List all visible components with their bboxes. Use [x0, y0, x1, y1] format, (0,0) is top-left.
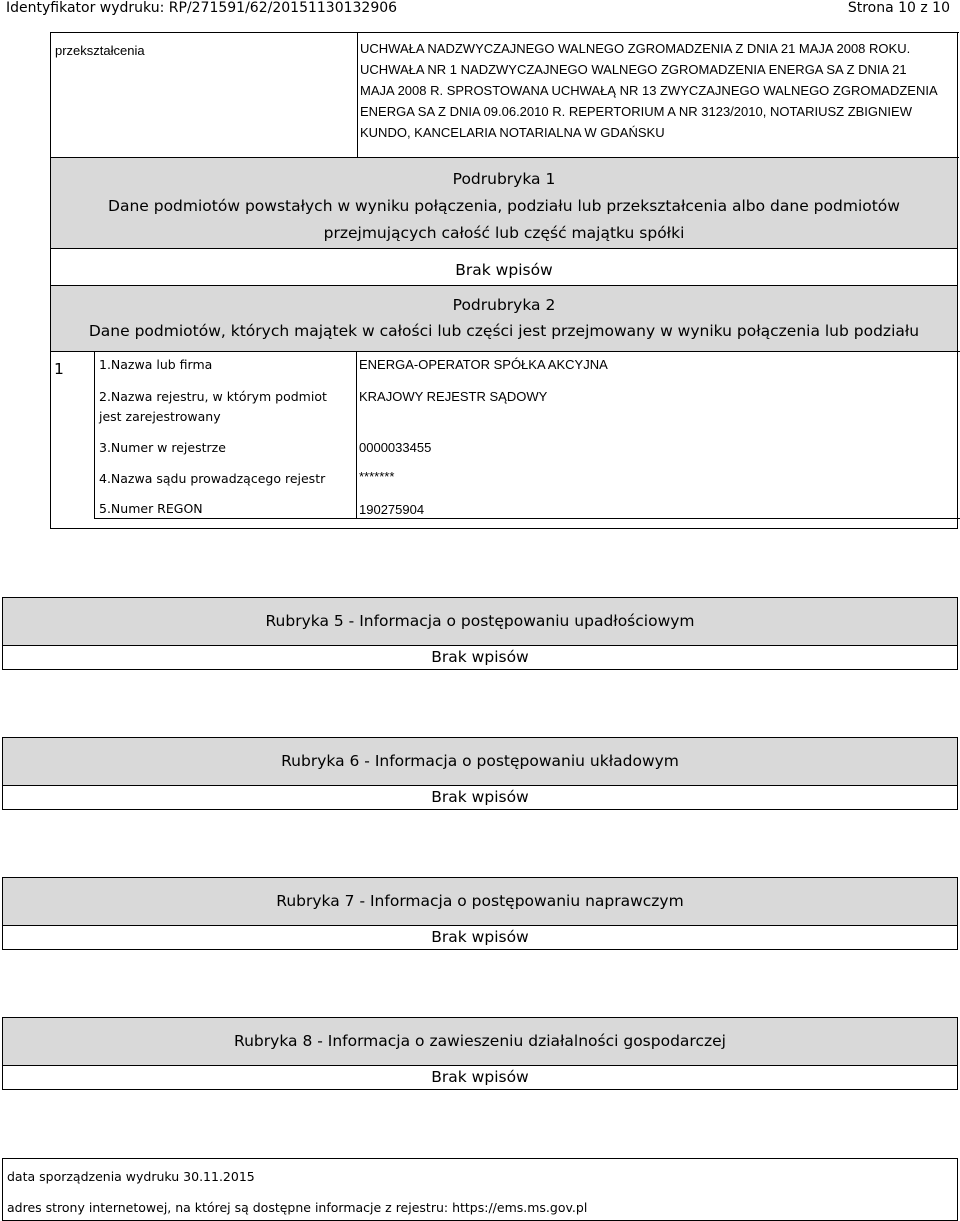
- field-label: 3.Numer w rejestrze: [99, 440, 226, 455]
- subsection2-description: Dane podmiotów, których majątek w całości lub części jest przejmowany w wyniku połączenia lub podziału: [88, 322, 920, 340]
- transformation-text-line: ENERGA SA Z DNIA 09.06.2010 R. REPERTORIUM A NR 3123/2010, NOTARIUSZ ZBIGNIEW: [360, 104, 912, 119]
- empty-entries-label: Brak wpisów: [431, 1068, 529, 1086]
- field-label: 5.Numer REGON: [99, 501, 203, 516]
- subsection1-description: Dane podmiotów powstałych w wyniku połączenia, podziału lub przekształcenia albo dane podmiotów: [108, 197, 900, 215]
- rubric8-header: [2, 1017, 958, 1066]
- field-value: KRAJOWY REJESTR SĄDOWY: [359, 389, 548, 404]
- footer-box: [2, 1158, 958, 1221]
- registry-address: adres strony internetowej, na której są dostępne informacje z rejestru: https://ems.ms.gov.pl: [7, 1200, 588, 1215]
- empty-entries-label: Brak wpisów: [455, 261, 553, 279]
- rubric6-empty-row: [2, 785, 958, 810]
- empty-entries-label: Brak wpisów: [431, 928, 529, 946]
- empty-entries-label: Brak wpisów: [431, 648, 529, 666]
- transformation-text-line: KUNDO, KANCELARIA NOTARIALNA W GDAŃSKU: [360, 125, 665, 140]
- print-identifier: Identyfikator wydruku: RP/271591/62/20151130132906: [6, 0, 398, 16]
- rubric7-header: [2, 877, 958, 926]
- entry-fields: [94, 351, 960, 519]
- field-label: 4.Nazwa sądu prowadzącego rejestr: [99, 471, 326, 486]
- rubric5-title: Rubryka 5 - Informacja o postępowaniu upadłościowym: [265, 612, 695, 630]
- rubric7-title: Rubryka 7 - Informacja o postępowaniu naprawczym: [276, 892, 684, 910]
- rubric5-empty-row: [2, 645, 958, 670]
- field-label: jest zarejestrowany: [99, 409, 221, 424]
- rubric8-empty-row: [2, 1065, 958, 1090]
- rubric6-header: [2, 737, 958, 786]
- field-value: ENERGA-OPERATOR SPÓŁKA AKCYJNA: [359, 357, 608, 372]
- transformation-text-line: UCHWAŁA NR 1 NADZWYCZAJNEGO WALNEGO ZGROMADZENIA ENERGA SA Z DNIA 21: [360, 62, 907, 77]
- subsection1-title: Podrubryka 1: [452, 170, 556, 188]
- page-number: Strona 10 z 10: [847, 0, 950, 16]
- transformation-text-line: MAJA 2008 R. SPROSTOWANA UCHWAŁĄ NR 13 ZWYCZAJNEGO WALNEGO ZGROMADZENIA: [360, 83, 938, 98]
- rubric7-empty-row: [2, 925, 958, 950]
- subsection2-entry: [50, 351, 958, 529]
- field-value: *******: [359, 469, 395, 484]
- rubric6-title: Rubryka 6 - Informacja o postępowaniu układowym: [281, 752, 679, 770]
- transformation-text-line: UCHWAŁA NADZWYCZAJNEGO WALNEGO ZGROMADZENIA Z DNIA 21 MAJA 2008 ROKU.: [360, 41, 911, 56]
- subsection2-header: [50, 285, 958, 352]
- rubric8-title: Rubryka 8 - Informacja o zawieszeniu działalności gospodarczej: [234, 1032, 726, 1050]
- field-value: 0000033455: [359, 440, 432, 455]
- transformation-label: przekształcenia: [55, 43, 145, 58]
- rubric5-header: [2, 597, 958, 646]
- field-label: 2.Nazwa rejestru, w którym podmiot: [99, 389, 327, 404]
- transformation-value-cell: [357, 32, 959, 158]
- subsection1-header: [50, 157, 958, 249]
- transformation-section: [50, 32, 958, 158]
- field-value: 190275904: [359, 502, 425, 517]
- entry-number: 1: [54, 360, 64, 378]
- subsection2-title: Podrubryka 2: [452, 296, 556, 314]
- print-date: data sporządzenia wydruku 30.11.2015: [7, 1169, 255, 1184]
- column-divider: [356, 352, 357, 519]
- subsection1-empty-row: [50, 248, 958, 286]
- subsection1-description: przejmujących całość lub część majątku spółki: [323, 224, 685, 242]
- field-label: 1.Nazwa lub firma: [99, 357, 213, 372]
- empty-entries-label: Brak wpisów: [431, 788, 529, 806]
